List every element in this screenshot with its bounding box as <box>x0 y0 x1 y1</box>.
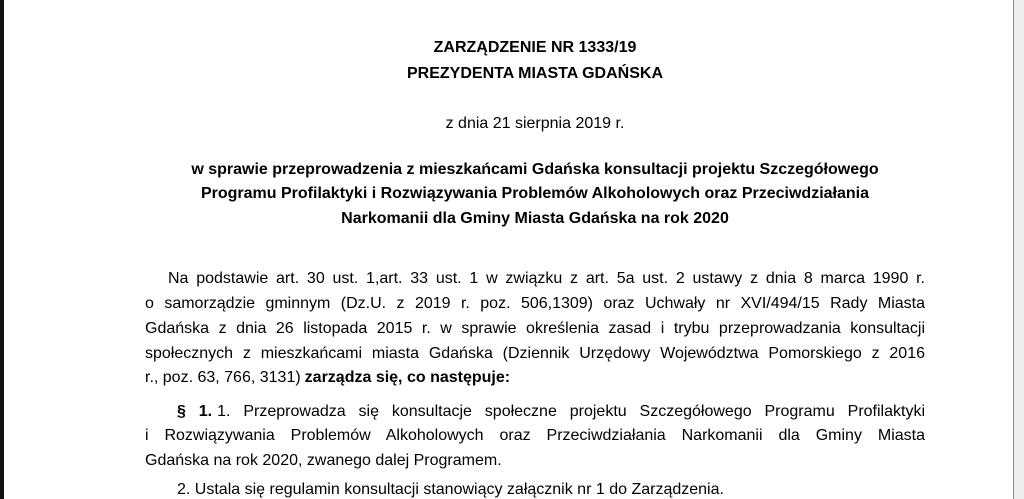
page-left-border <box>0 0 4 499</box>
section-1-line: Gdańska na rok 2020, zwanego dalej Programem. <box>145 452 502 469</box>
issue-date: z dnia 21 sierpnia 2019 r. <box>445 115 625 132</box>
subject-line: w sprawie przeprowadzenia z mieszkańcami Gdańska konsultacji projektu Szczegółowego <box>191 161 879 178</box>
section-marker: § 1. <box>177 403 213 420</box>
section-1-line: i Rozwiązywania Problemów Alkoholowych oraz Przeciwdziałania Narkomanii dla Gminy Miasta <box>145 427 925 444</box>
subject-line: Programu Profilaktyki i Rozwiązywania Problemów Alkoholowych oraz Przeciwdziałania <box>200 185 870 202</box>
preamble-citation-tail: r., poz. 63, 766, 3131) <box>145 369 301 386</box>
section-1-first-line <box>177 402 925 422</box>
preamble-line: Na podstawie art. 30 ust. 1,art. 33 ust. 1 w związku z art. 5a ust. 2 ustawy z dnia 8 marca 1990 r. <box>168 270 925 287</box>
subject-line: Narkomanii dla Gminy Miasta Gdańska na rok 2020 <box>341 210 729 227</box>
ordinance-title: ZARZĄDZENIE NR 1333/19 <box>433 39 637 56</box>
page-right-margin <box>1014 0 1024 499</box>
enacting-clause: zarządza się, co następuje: <box>304 369 511 386</box>
preamble-line: Gdańska z dnia 26 listopada 2015 r. w sprawie określenia zasad i trybu przeprowadzania konsultacji <box>145 320 925 337</box>
section-1-text: 1. Przeprowadza się konsultacje społeczne projektu Szczegółowego Programu Profilaktyki <box>217 403 925 420</box>
point-2: 2. Ustala się regulamin konsultacji stanowiący załącznik nr 1 do Zarządzenia. <box>177 481 724 498</box>
preamble-line: społecznych z mieszkańcami miasta Gdańska (Dziennik Urzędowy Województwa Pomorskiego z 2016 <box>145 345 925 362</box>
preamble-last-line <box>145 368 925 388</box>
preamble-line: o samorządzie gminnym (Dz.U. z 2019 r. poz. 506,1309) oraz Uchwały nr XVI/494/15 Rady Miasta <box>145 295 925 312</box>
issuer-title: PREZYDENTA MIASTA GDAŃSKA <box>407 65 663 82</box>
